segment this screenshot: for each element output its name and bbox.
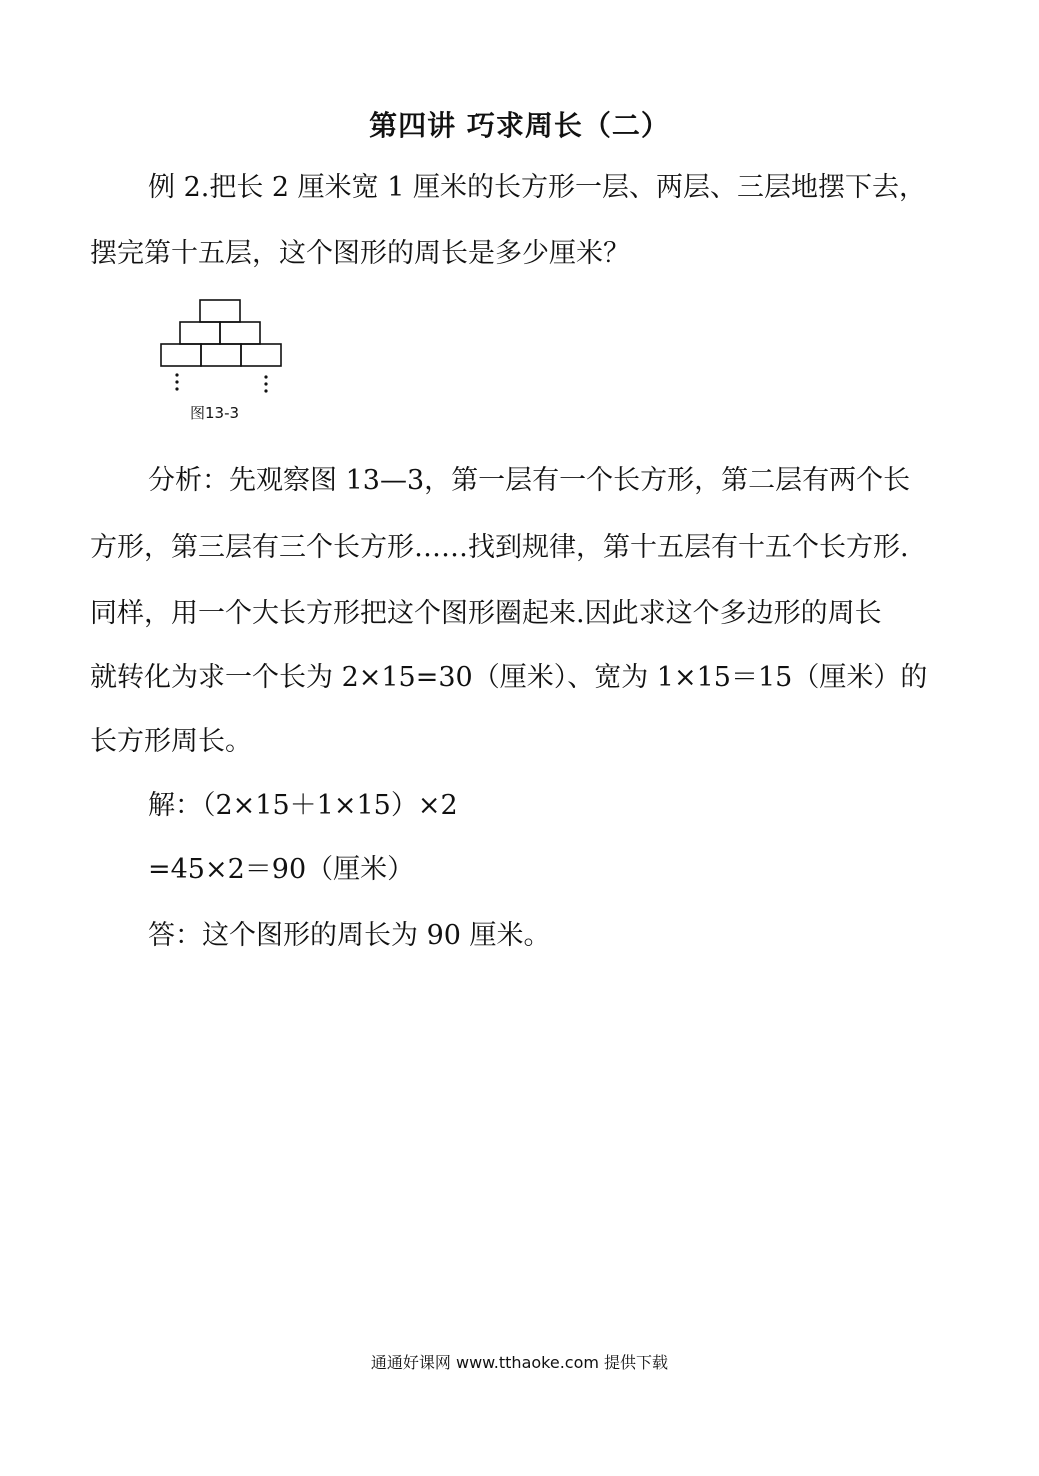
brick-row3-2 [201, 344, 241, 366]
dot-left-1 [175, 373, 178, 376]
dot-left-2 [175, 380, 178, 383]
brick-row2-1 [180, 322, 220, 344]
analysis-line-4: 就转化为求一个长为 2×15=30（厘米）、宽为 1×15＝15（厘米）的 [90, 662, 928, 693]
dot-right-1 [264, 375, 267, 378]
page-title: 第四讲 巧求周长（二） [369, 109, 670, 142]
dot-right-3 [264, 389, 267, 392]
answer-line: 答：这个图形的周长为 90 厘米。 [148, 920, 551, 951]
analysis-line-3: 同样，用一个大长方形把这个图形圈起来.因此求这个多边形的周长 [90, 598, 882, 629]
problem-line-1: 例 2.把长 2 厘米宽 1 厘米的长方形一层、两层、三层地摆下去， [148, 172, 927, 203]
brick-row3-3 [241, 344, 281, 366]
analysis-line-5: 长方形周长。 [90, 726, 252, 757]
figure-caption: 图13-3 [190, 404, 240, 422]
analysis-line-2: 方形，第三层有三个长方形……找到规律，第十五层有十五个长方形. [90, 532, 909, 563]
solution-line-2: =45×2＝90（厘米） [148, 854, 415, 885]
footer-credit: 通通好课网 www.tthaoke.com 提供下载 [370, 1353, 669, 1372]
dot-left-3 [175, 387, 178, 390]
brick-row1-1 [200, 300, 240, 322]
analysis-line-1: 分析：先观察图 13—3，第一层有一个长方形，第二层有两个长 [148, 465, 911, 496]
brick-row3-1 [161, 344, 201, 366]
brick-pyramid-diagram [155, 295, 295, 405]
problem-line-2: 摆完第十五层，这个图形的周长是多少厘米？ [90, 238, 630, 269]
dot-right-2 [264, 382, 267, 385]
solution-line-1: 解：（2×15＋1×15）×2 [148, 790, 458, 821]
brick-row2-2 [220, 322, 260, 344]
